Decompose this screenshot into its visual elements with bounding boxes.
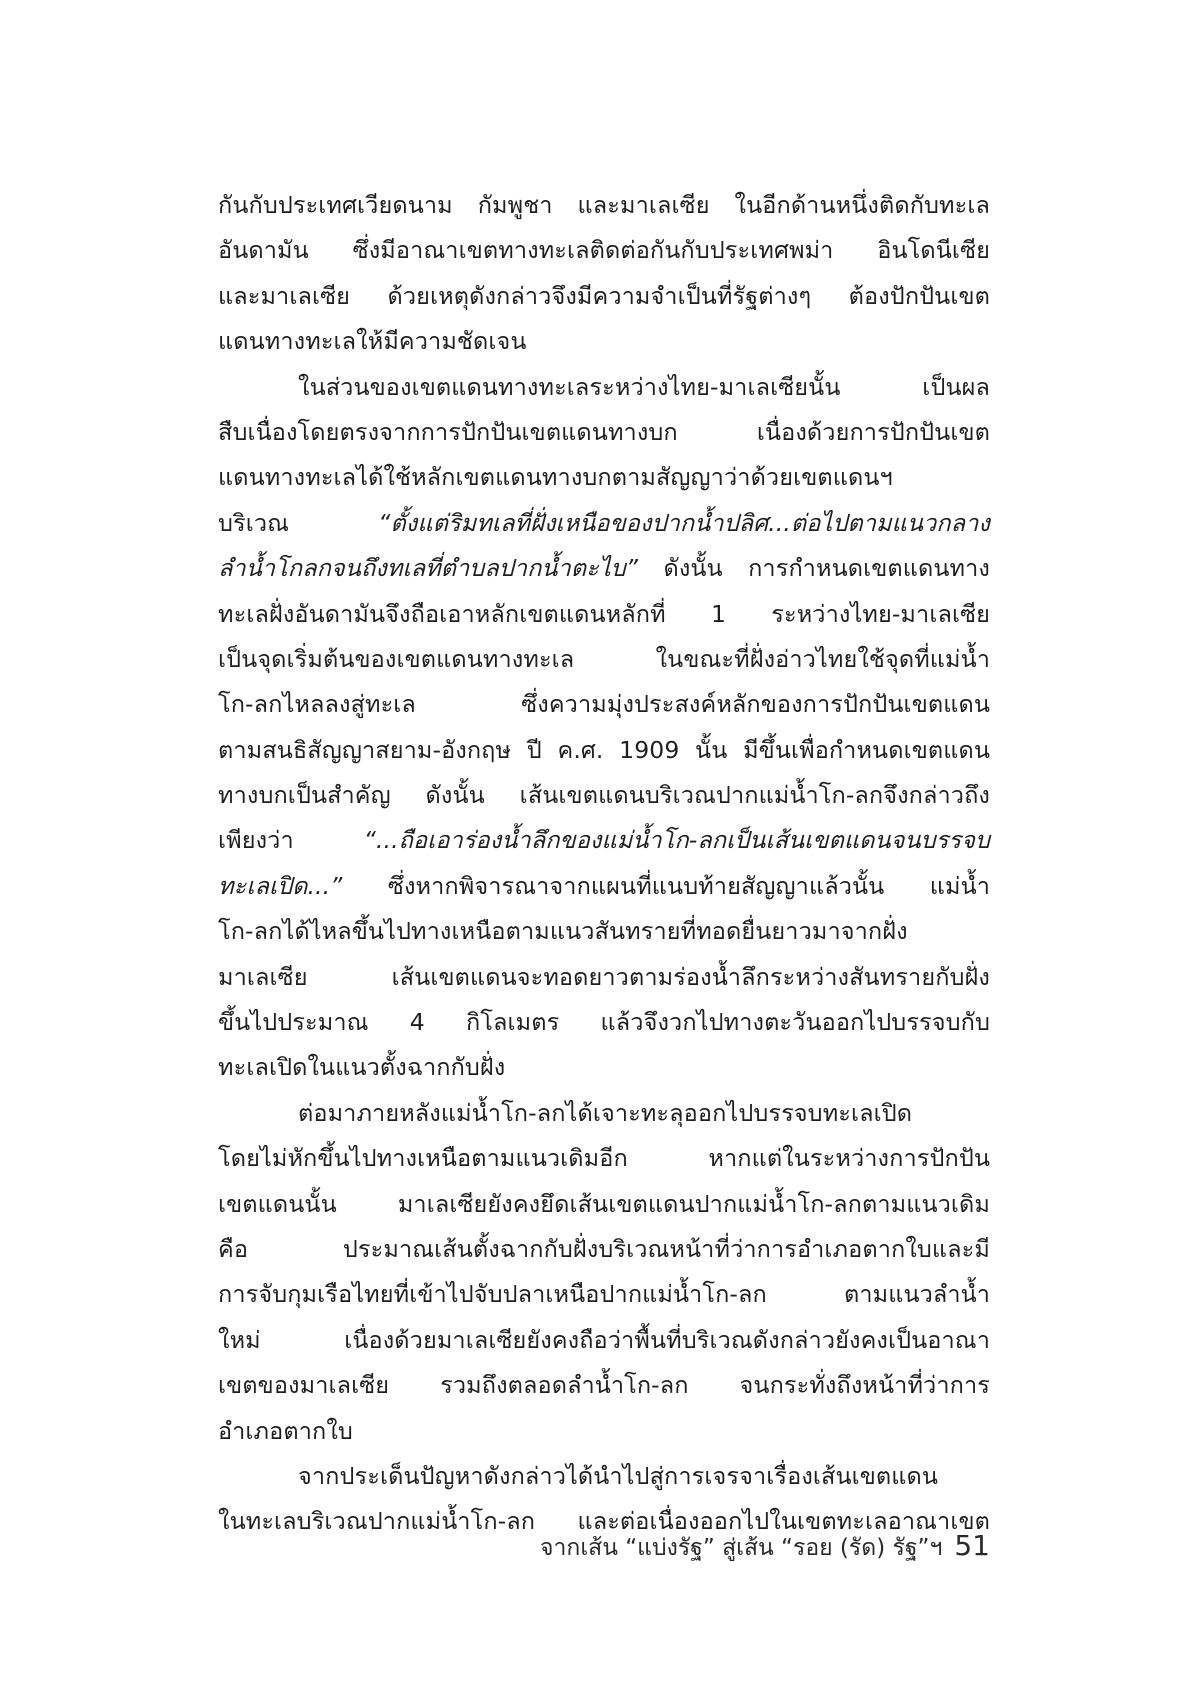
text-line: โดยไม่หักขึ้นไปทางเหนือตามแนวเดิมอีก หากแต่ในระหว่างการปักปัน: [218, 1144, 990, 1173]
text-line: อำเภอตากใบ: [218, 1416, 353, 1445]
text-line: สืบเนื่องโดยตรงจากการปักปันเขตแดนทางบก เนื่องด้วยการปักปันเขต: [218, 417, 990, 446]
text-line: [218, 501, 990, 546]
quoted-text: ทะเลเปิด...”: [218, 871, 343, 900]
page-footer: [500, 1526, 990, 1566]
text-line: เขตของมาเลเซีย รวมถึงตลอดลำน้ำโก-ลก จนกระทั่งถึงหน้าที่ว่าการ: [218, 1371, 990, 1400]
text-line: โก-ลกไหลลงสู่ทะเล ซึ่งความมุ่งประสงค์หลักของการปักปันเขตแดน: [218, 690, 990, 719]
text-line: ขึ้นไปประมาณ 4 กิโลเมตร แล้วจึงวกไปทางตะวันออกไปบรรจบกับ: [218, 1008, 990, 1037]
text-line: ทางบกเป็นสำคัญ ดังนั้น เส้นเขตแดนบริเวณปากแม่น้ำโก-ลกจึงกล่าวถึง: [218, 781, 990, 810]
text-line: เป็นจุดเริ่มต้นของเขตแดนทางทะเล ในขณะที่ฝั่งอ่าวไทยใช้จุดที่แม่น้ำ: [218, 644, 990, 673]
text-line: [218, 864, 990, 909]
text-line: โก-ลกได้ไหลขึ้นไปทางเหนือตามแนวสันทรายที่ทอดยื่นยาวมาจากฝั่ง: [218, 917, 908, 946]
quoted-text: “ตั้งแต่ริมทเลที่ฝั่งเหนือของปากน้ำปลิศ...ต่อไปตามแนวกลาง: [378, 508, 990, 537]
body-text: [218, 183, 990, 1545]
page-number: 51: [954, 1529, 990, 1562]
text-line: การจับกุมเรือไทยที่เข้าไปจับปลาเหนือปากแม่น้ำโก-ลก ตามแนวลำน้ำ: [218, 1280, 990, 1309]
text-line: แดนทางทะเลได้ใช้หลักเขตแดนทางบกตามสัญญาว่าด้วยเขตแดนฯ: [218, 463, 893, 492]
text-line: จากประเด็นปัญหาดังกล่าวได้นำไปสู่การเจรจาเรื่องเส้นเขตแดน: [298, 1461, 939, 1490]
quoted-text: ลำน้ำโกลกจนถึงทเลที่ตำบลปากน้ำตะไบ”: [218, 554, 639, 583]
text-line: ใหม่ เนื่องด้วยมาเลเซียยังคงถือว่าพื้นที่บริเวณดังกล่าวยังคงเป็นอาณา: [218, 1325, 990, 1354]
text-line: ในส่วนของเขตแดนทางทะเลระหว่างไทย-มาเลเซียนั้น เป็นผล: [298, 372, 990, 401]
quoted-text: “...ถือเอาร่องน้ำลึกของแม่น้ำโก-ลกเป็นเส้นเขตแดนจนบรรจบ: [363, 826, 990, 855]
text-run: เพียงว่า: [218, 826, 364, 855]
text-line: ในทะเลบริเวณปากแม่น้ำโก-ลก และต่อเนื่องออกไปในเขตทะเลอาณาเขต: [218, 1507, 990, 1536]
text-line: ต่อมาภายหลังแม่น้ำโก-ลกได้เจาะทะลุออกไปบรรจบทะเลเปิด: [298, 1098, 913, 1127]
text-line: [218, 818, 990, 863]
text-run: บริเวณ: [218, 508, 379, 537]
text-line: ตามสนธิสัญญาสยาม-อังกฤษ ปี ค.ศ. 1909 นั้น มีขึ้นเพื่อกำหนดเขตแดน: [218, 735, 990, 764]
text-line: มาเลเซีย เส้นเขตแดนจะทอดยาวตามร่องน้ำลึกระหว่างสันทรายกับฝั่ง: [218, 962, 990, 991]
text-line: คือ ประมาณเส้นตั้งฉากกับฝั่งบริเวณหน้าที่ว่าการอำเภอตากใบและมี: [218, 1234, 990, 1263]
text-line: เขตแดนนั้น มาเลเซียยังคงยึดเส้นเขตแดนปากแม่น้ำโก-ลกตามแนวเดิม: [218, 1189, 990, 1218]
text-line: กันกับประเทศเวียดนาม กัมพูชา และมาเลเซีย ในอีกด้านหนึ่งติดกับทะเล: [218, 191, 990, 219]
text-line: ทะเลฝั่งอันดามันจึงถือเอาหลักเขตแดนหลักที่ 1 ระหว่างไทย-มาเลเซีย: [218, 599, 990, 628]
text-line: [218, 546, 990, 591]
text-line: ทะเลเปิดในแนวตั้งฉากกับฝั่ง: [218, 1053, 506, 1082]
text-line: และมาเลเซีย ด้วยเหตุดังกล่าวจึงมีความจำเป็นที่รัฐต่างๆ ต้องปักปันเขต: [218, 281, 990, 310]
running-title: จากเส้น “แบ่งรัฐ” สู่เส้น “รอย (รัด) รัฐ”ฯ: [540, 1535, 943, 1561]
text-run: ซึ่งหากพิจารณาจากแผนที่แนบท้ายสัญญาแล้วนั้น แม่น้ำ: [342, 871, 990, 900]
text-line: อันดามัน ซึ่งมีอาณาเขตทางทะเลติดต่อกันกับประเทศพม่า อินโดนีเซีย: [218, 236, 990, 265]
text-run: ดังนั้น การกำหนดเขตแดนทาง: [638, 554, 990, 583]
text-line: แดนทางทะเลให้มีความชัดเจน: [218, 327, 527, 356]
